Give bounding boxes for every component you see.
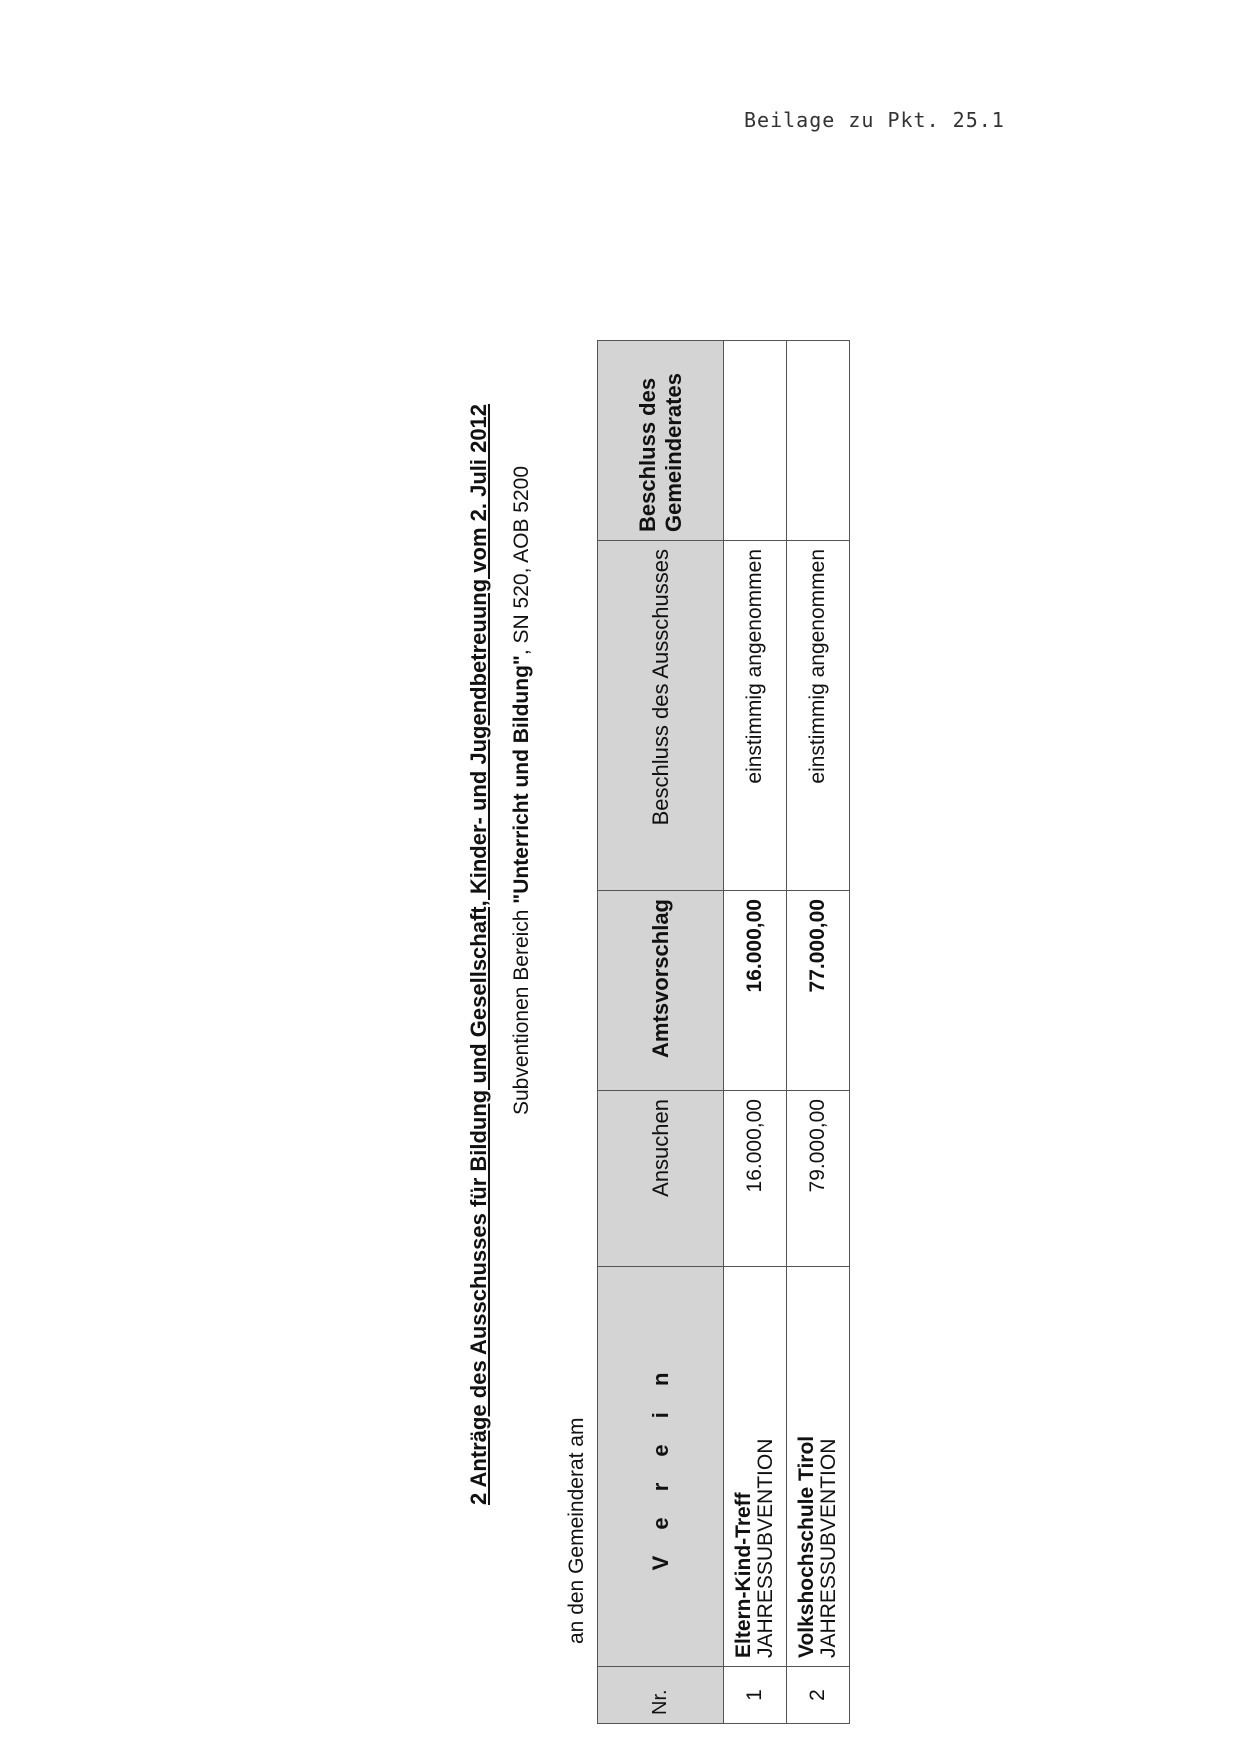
subtitle-area: "Unterricht und Bildung" — [510, 655, 533, 904]
column-header-ansuchen: Ansuchen — [598, 1091, 724, 1267]
club-name: Volkshochschule Tirol — [794, 1435, 818, 1658]
proposed-amount: 77.000,00 — [787, 891, 850, 1091]
to-council-text: an den Gemeinderat am — [565, 1417, 588, 1644]
grant-type: JAHRESSUBVENTION — [754, 1438, 777, 1658]
committee-decision: einstimmig angenommen — [787, 541, 850, 891]
requested-amount: 16.000,00 — [724, 1091, 787, 1267]
club-cell — [724, 1267, 787, 1667]
council-decision — [724, 341, 787, 541]
table-header-row — [598, 341, 724, 1724]
header-gr-line1: Beschluss des — [635, 377, 661, 532]
grant-type: JAHRESSUBVENTION — [817, 1438, 840, 1658]
committee-decision: einstimmig angenommen — [724, 541, 787, 891]
attachment-label: Beilage zu Pkt. 25.1 — [744, 108, 1005, 132]
council-decision — [787, 341, 850, 541]
column-header-beschluss-ausschuss: Beschluss des Ausschusses — [598, 541, 724, 891]
proposed-amount: 16.000,00 — [724, 891, 787, 1091]
column-header-verein: V e r e i n — [598, 1267, 724, 1667]
document-title: 2 Anträge des Ausschusses für Bildung und Gesellschaft, Kinder- und Jugendbetreuung vom 2. Juli 2012 — [466, 403, 491, 1505]
row-number: 2 — [787, 1667, 850, 1724]
club-name: Eltern-Kind-Treff — [731, 1492, 755, 1658]
column-header-beschluss-gemeinderat — [598, 341, 724, 541]
rotated-document-page — [0, 195, 1240, 1755]
document-subtitle — [510, 215, 534, 1115]
table-row — [724, 341, 787, 1724]
column-header-nr: Nr. — [598, 1667, 724, 1724]
requested-amount: 79.000,00 — [787, 1091, 850, 1267]
club-cell — [787, 1267, 850, 1667]
subtitle-suffix: , SN 520, AOB 5200 — [510, 466, 533, 656]
table-row — [787, 341, 850, 1724]
row-number: 1 — [724, 1667, 787, 1724]
column-header-amtsvorschlag: Amtsvorschlag — [598, 891, 724, 1091]
header-gr-line2: Gemeinderates — [660, 373, 686, 532]
subtitle-prefix: Subventionen Bereich — [510, 903, 533, 1115]
grants-table — [597, 340, 850, 1724]
